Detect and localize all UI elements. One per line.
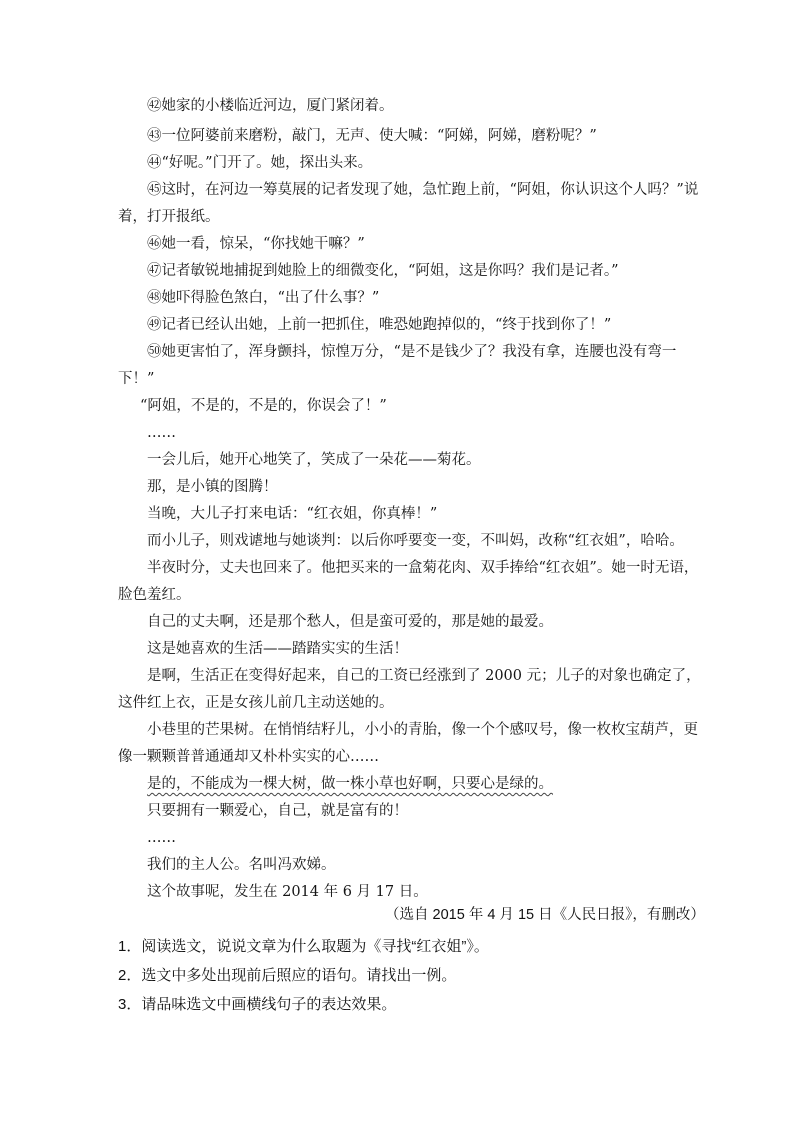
paragraph-rich: 只要拥有一颗爱心，自己，就是富有的！ — [147, 803, 408, 819]
paragraph-50-line2: 下！” — [118, 371, 155, 387]
ellipsis-1: …… — [147, 425, 176, 441]
question-1: 1．阅读选文，说说文章为什么取题为《寻找“红衣姐”》。 — [118, 938, 489, 955]
paragraph-eldest-son: 当晚，大儿子打来电话：“红衣姐，你真棒！” — [147, 506, 438, 522]
question-3: 3．请品味选文中画横线句子的表达效果。 — [118, 996, 397, 1013]
paragraph-younger-son: 而小儿子，则戏谑地与她谈判：以后你呼要变一变，不叫妈，改称“红衣姐”，哈哈。 — [147, 533, 684, 549]
paragraph-49: ㊾记者已经认出她，上前一把抓住，唯恐她跑掉似的，“终于找到你了！” — [147, 317, 612, 333]
paragraph-mango-line1: 小巷里的芒果树。在悄悄结籽儿，小小的青胎，像一个个感叹号，像一枚枚宝葫芦，更 — [147, 722, 698, 738]
question-2: 2．选文中多处出现前后照应的语句。请找出一例。 — [118, 967, 457, 984]
ellipsis-2: …… — [147, 830, 176, 846]
paragraph-mango-line2: 像一颗颗普普通通却又朴朴实实的心…… — [118, 749, 379, 765]
paragraph-44: ㊹“好呢。”门开了。她，探出头来。 — [147, 155, 373, 171]
paragraph-husband-line1: 半夜时分，丈夫也回来了。他把买来的一盒菊花肉、双手捧给“红衣姐”。她一时无语， — [147, 560, 699, 576]
paragraph-protagonist: 我们的主人公。名叫冯欢娣。 — [147, 857, 336, 873]
paragraph-46: ㊻她一看，惊呆，“你找她干嘛？” — [147, 236, 365, 252]
paragraph-47: ㊼记者敏锐地捕捉到她脸上的细微变化，“阿姐，这是你吗？我们是记者。” — [147, 263, 619, 279]
paragraph-love: 自己的丈夫啊，还是那个愁人，但是蛮可爱的，那是她的最爱。 — [147, 614, 553, 630]
paragraph-reply: “阿姐，不是的，不是的，你误会了！” — [140, 398, 387, 414]
paragraph-42: ㊷她家的小楼临近河边，厦门紧闭着。 — [147, 98, 394, 114]
paragraph-salary-line2: 这件红上衣，正是女孩儿前几主动送她的。 — [118, 695, 394, 711]
paragraph-smile: 一会儿后，她开心地笑了，笑成了一朵花——菊花。 — [147, 452, 481, 468]
paragraph-husband-line2: 脸色羞红。 — [118, 587, 191, 603]
paragraph-life: 这是她喜欢的生活——踏踏实实的生活！ — [147, 641, 408, 657]
paragraph-48: ㊽她吓得脸色煞白，“出了什么事？” — [147, 290, 380, 306]
source-citation: （选自 2015 年 4 月 15 日《人民日报》，有删改） — [385, 907, 705, 923]
underlined-sentence: 是的，不能成为一棵大树，做一株小草也好啊，只要心是绿的。 — [147, 776, 553, 792]
paragraph-salary-line1: 是啊，生活正在变得好起来，自己的工资已经涨到了 2000 元；儿子的对象也确定了， — [147, 668, 701, 684]
paragraph-45-line2: 着，打开报纸。 — [118, 209, 220, 225]
paragraph-50-line1: ㊿她更害怕了，浑身颤抖，惊惶万分，“是不是钱少了？我没有拿，连腰也没有弯一 — [147, 344, 677, 360]
paragraph-43: ㊸一位阿婆前来磨粉，敲门，无声、使大喊：“阿娣，阿娣，磨粉呢？” — [147, 128, 597, 144]
paragraph-date: 这个故事呢，发生在 2014 年 6 月 17 日。 — [147, 884, 428, 900]
paragraph-45-line1: ㊺这时，在河边一筹莫展的记者发现了她，急忙跑上前，“阿姐，你认识这个人吗？”说 — [147, 182, 699, 198]
paragraph-totem: 那，是小镇的图腾！ — [147, 479, 278, 495]
